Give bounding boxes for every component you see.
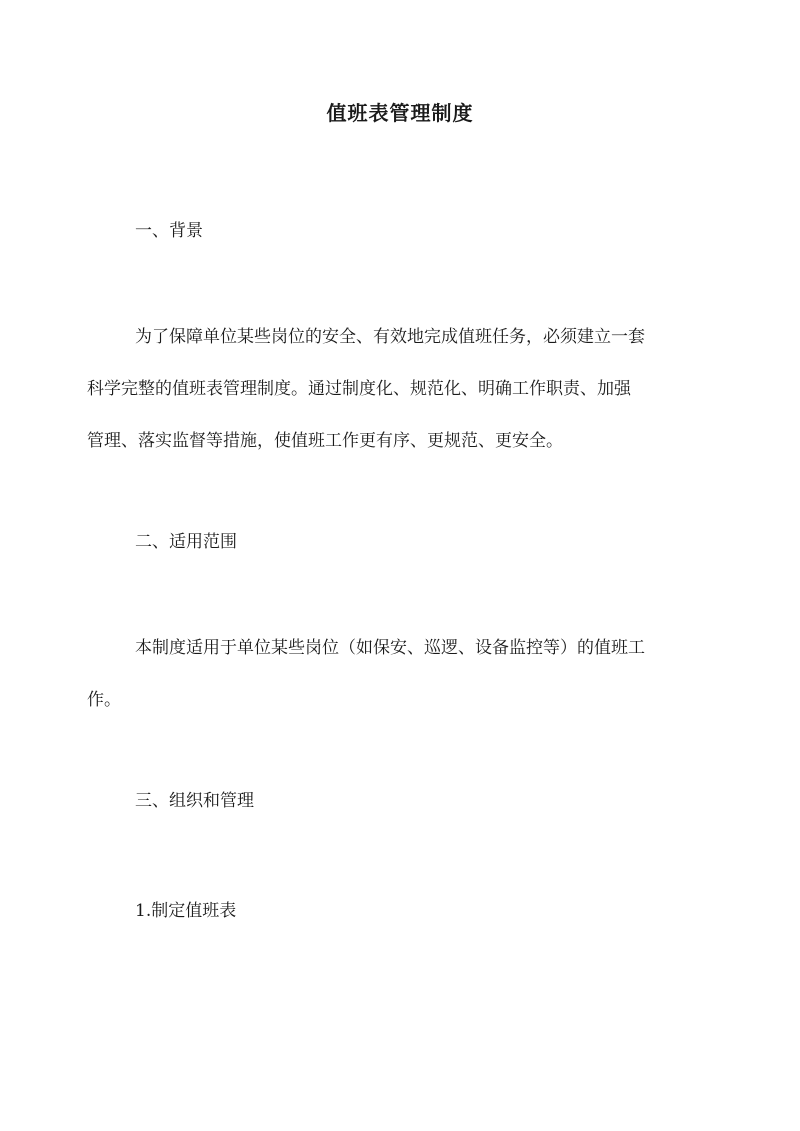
paragraph-scope — [87, 633, 713, 737]
subsection-heading-make-schedule: 1.制定值班表 — [135, 901, 237, 921]
paragraph-background — [87, 322, 713, 478]
paragraph-line: 管理、落实监督等措施，使值班工作更有序、更规范、更安全。 — [87, 431, 563, 451]
paragraph-line: 作。 — [87, 690, 121, 710]
section-heading-background: 一、背景 — [135, 221, 203, 241]
section-heading-organization: 三、组织和管理 — [135, 791, 254, 811]
paragraph-line: 本制度适用于单位某些岗位（如保安、巡逻、设备监控等）的值班工 — [135, 638, 645, 658]
paragraph-line: 为了保障单位某些岗位的安全、有效地完成值班任务，必须建立一套 — [135, 327, 645, 347]
section-heading-scope: 二、适用范围 — [135, 532, 237, 552]
paragraph-line: 科学完整的值班表管理制度。通过制度化、规范化、明确工作职责、加强 — [87, 379, 631, 399]
document-title: 值班表管理制度 — [326, 101, 474, 125]
